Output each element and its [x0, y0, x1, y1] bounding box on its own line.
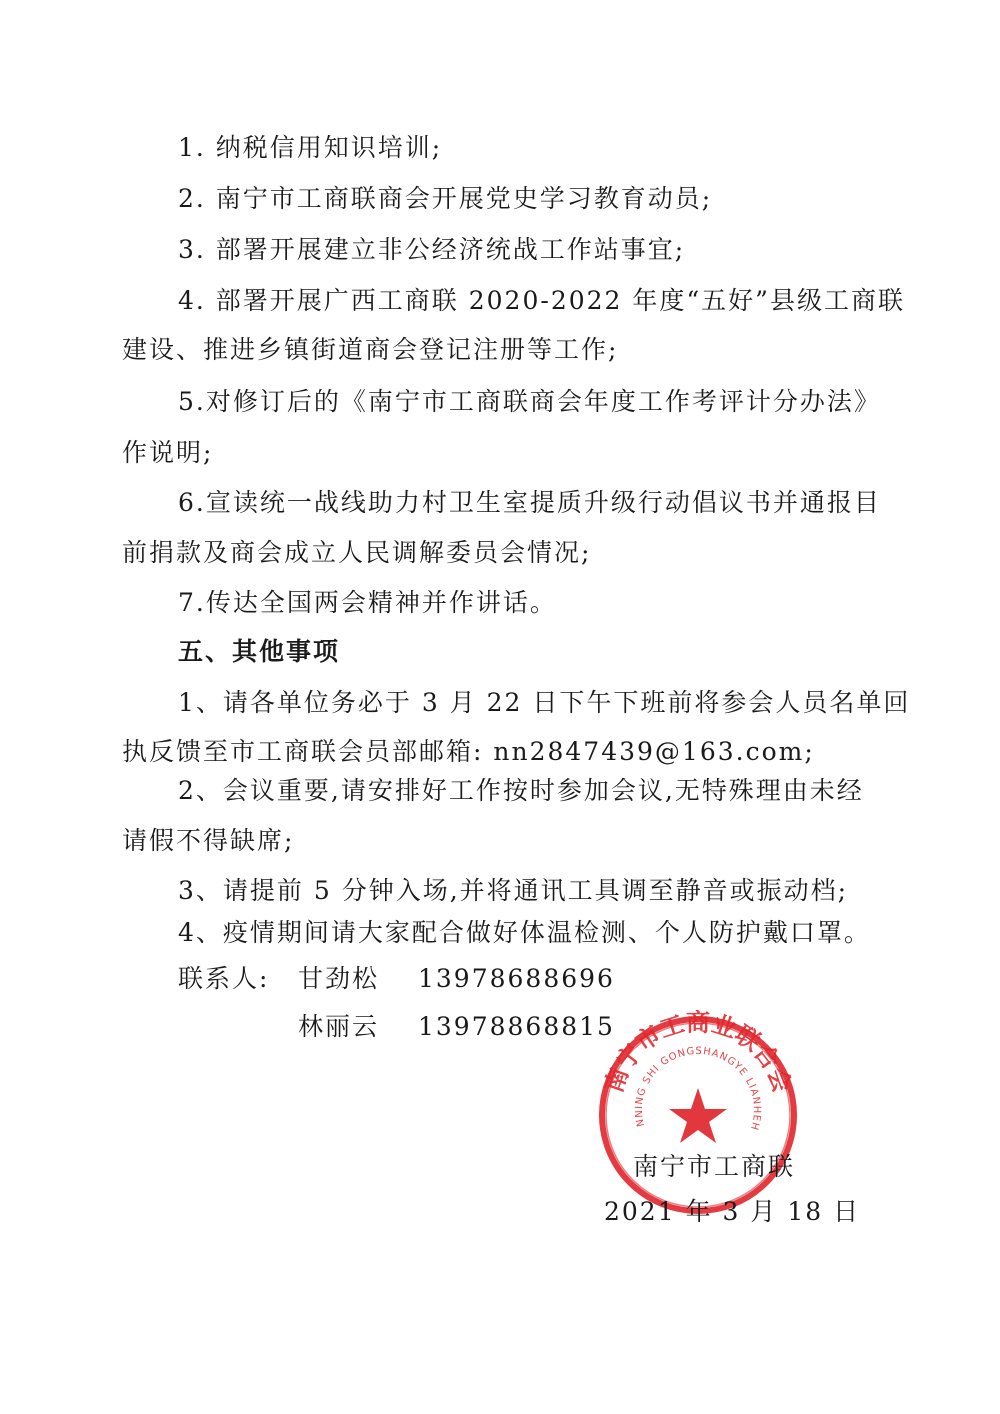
- contact-1-name: 甘劲松: [298, 964, 380, 993]
- agenda-item-6-line2: 前捐款及商会成立人民调解委员会情况;: [122, 538, 592, 567]
- agenda-item-3: 3. 部署开展建立非公经济统战工作站事宜;: [178, 235, 686, 264]
- note-3: 3、请提前 5 分钟入场,并将通讯工具调至静音或振动档;: [178, 876, 849, 905]
- contacts-label: 联系人:: [178, 964, 270, 993]
- contact-2-name: 林丽云: [298, 1012, 380, 1041]
- section-heading-other: 五、其他事项: [178, 637, 341, 666]
- agenda-item-5-line2: 作说明;: [122, 438, 214, 467]
- star-icon: [669, 1088, 727, 1143]
- note-1-line2: 执反馈至市工商联会员部邮箱: nn2847439@163.com;: [122, 737, 815, 766]
- note-2-line2: 请假不得缺席;: [122, 826, 295, 855]
- contact-1-phone: 13978688696: [418, 964, 615, 993]
- svg-text:南宁市工商业联合会: 南宁市工商业联合会: [599, 1010, 797, 1097]
- official-seal-stamp: [593, 1010, 803, 1220]
- signature-organization: 南宁市工商联: [633, 1152, 796, 1181]
- agenda-item-1: 1. 纳税信用知识培训;: [178, 133, 443, 162]
- agenda-item-4-line2: 建设、推进乡镇街道商会登记注册等工作;: [122, 335, 619, 364]
- seal-graphic: [593, 1010, 803, 1220]
- note-1-line1: 1、请各单位务必于 3 月 22 日下午下班前将参会人员名单回: [178, 688, 911, 717]
- agenda-item-4-line1: 4. 部署开展广西工商联 2020-2022 年度“五好”县级工商联: [178, 286, 905, 315]
- signature-date: 2021 年 3 月 18 日: [604, 1197, 861, 1226]
- svg-text:NANNING SHI GONGSHANGYE LIANHE: NNING SHI GONGSHANGYE LIANHEH: [633, 1045, 763, 1132]
- agenda-item-2: 2. 南宁市工商联商会开展党史学习教育动员;: [178, 184, 713, 213]
- note-4: 4、疫情期间请大家配合做好体温检测、个人防护戴口罩。: [178, 918, 871, 947]
- contact-2-phone: 13978868815: [418, 1012, 615, 1041]
- agenda-item-6-line1: 6.宣读统一战线助力村卫生室提质升级行动倡议书并通报目: [178, 488, 881, 517]
- note-2-line1: 2、会议重要,请安排好工作按时参加会议,无特殊理由未经: [178, 776, 864, 805]
- agenda-item-5-line1: 5.对修订后的《南宁市工商联商会年度工作考评计分办法》: [178, 387, 881, 416]
- agenda-item-7: 7.传达全国两会精神并作讲话。: [178, 588, 557, 617]
